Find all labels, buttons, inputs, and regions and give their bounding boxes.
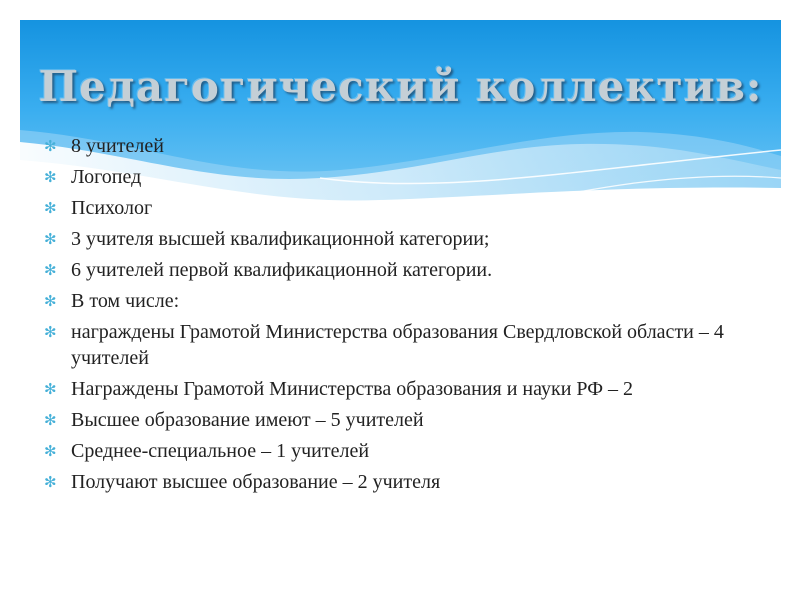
list-item	[44, 227, 764, 253]
list-item-text: 6 учителей первой квалификационной категории.	[71, 259, 493, 281]
asterisk-bullet-icon: ✻	[44, 323, 57, 341]
asterisk-bullet-icon: ✻	[44, 472, 57, 491]
asterisk-bullet-icon: ✻	[44, 379, 57, 398]
list-item	[44, 470, 764, 496]
list-item	[44, 134, 764, 160]
list-item	[44, 377, 764, 403]
list-item	[44, 196, 764, 222]
slide-title: Педагогический коллектив:	[38, 62, 763, 111]
list-item-text: 3 учителя высшей квалификационной категории;	[71, 228, 490, 250]
asterisk-bullet-icon: ✻	[44, 230, 57, 248]
asterisk-bullet-icon: ✻	[44, 199, 57, 217]
asterisk-bullet-icon: ✻	[44, 292, 57, 310]
list-item-text: 8 учителей	[71, 135, 164, 157]
list-item-text: В том числе:	[71, 290, 180, 312]
list-item-text: Высшее образование имеют – 5 учителей	[71, 408, 424, 431]
asterisk-bullet-icon: ✻	[44, 410, 57, 429]
list-item	[44, 289, 764, 315]
list-item	[44, 258, 764, 284]
list-item	[44, 165, 764, 191]
asterisk-bullet-icon: ✻	[44, 137, 57, 155]
asterisk-bullet-icon: ✻	[44, 168, 57, 186]
asterisk-bullet-icon: ✻	[44, 441, 57, 460]
list-item	[44, 320, 764, 371]
list-item-text: Психолог	[71, 197, 153, 219]
asterisk-bullet-icon: ✻	[44, 261, 57, 279]
list-item	[44, 408, 764, 434]
list-item-text: Награждены Грамотой Министерства образования и науки РФ – 2	[71, 377, 633, 400]
bullet-list	[44, 134, 764, 501]
list-item-text: Получают высшее образование – 2 учителя	[71, 470, 441, 493]
list-item-text: Среднее-специальное – 1 учителей	[71, 439, 370, 462]
list-item-text: Логопед	[71, 166, 142, 188]
list-item-text: награждены Грамотой Министерства образования Свердловской области – 4 учителей	[71, 321, 724, 369]
list-item	[44, 439, 764, 465]
